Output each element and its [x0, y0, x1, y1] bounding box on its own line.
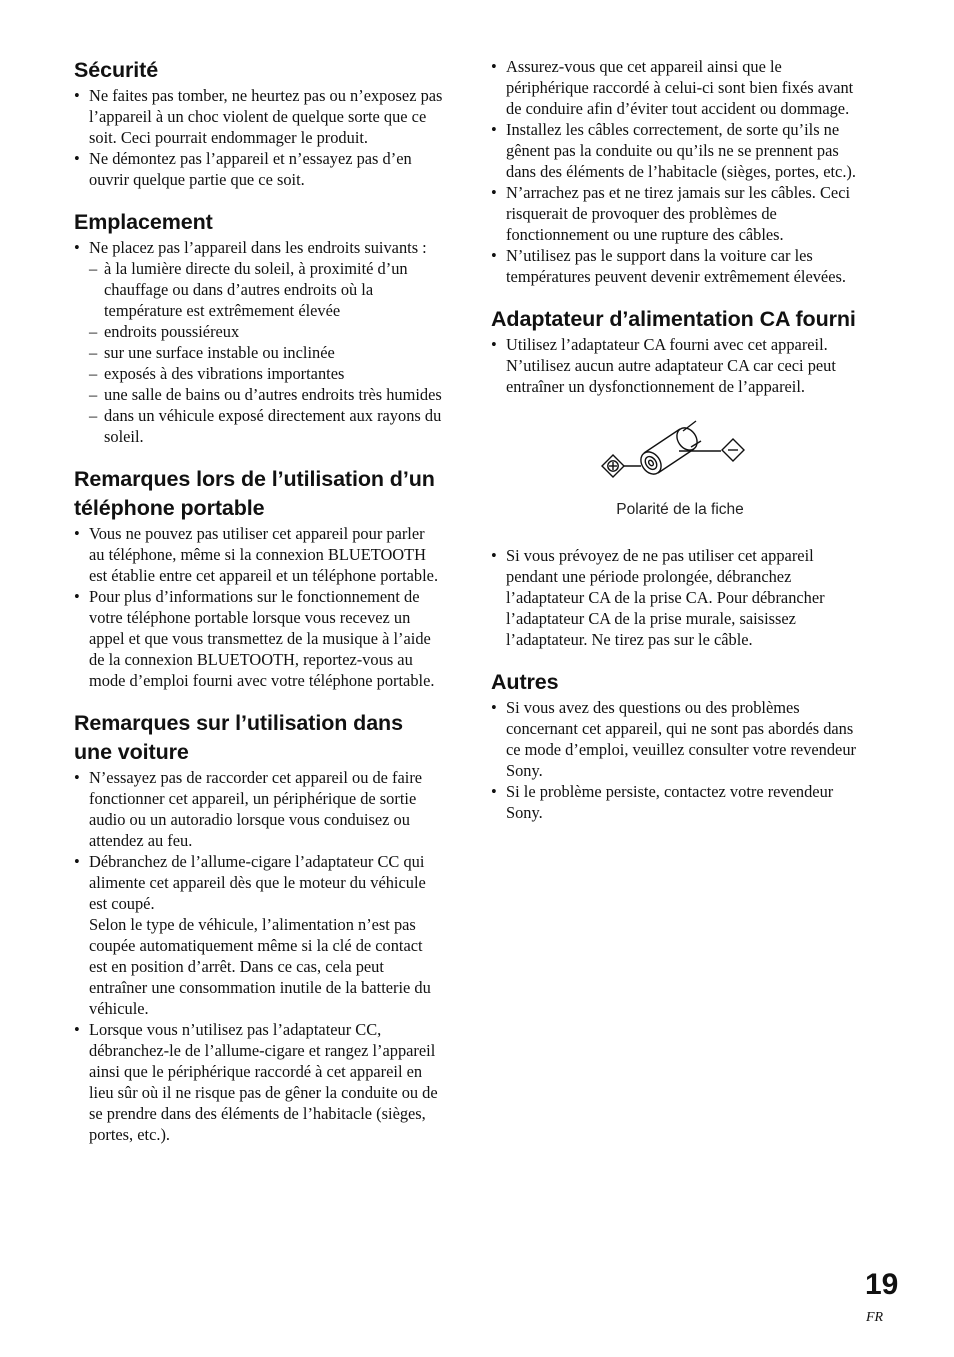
right-column	[491, 56, 863, 841]
bullet-list	[74, 767, 444, 1145]
list-item	[74, 851, 444, 1019]
list-item-extra-text: Selon le type de véhicule, l’alimentation n’est pas coupée automatiquement même si la clé de contact est en position d’arrêt. Dans ce cas, cela peut entraîner une consommation inutile de la batterie du véhicule.	[89, 915, 431, 1018]
bullet-list	[74, 85, 444, 190]
section-title: Adaptateur d’alimentation CA fourni	[491, 307, 856, 331]
bullet-list	[491, 56, 863, 287]
section-title: Autres	[491, 670, 559, 694]
dash-item: – une salle de bains ou d’autres endroits très humides	[89, 384, 444, 405]
list-item-text: • Ne placez pas l’appareil dans les endroits suivants :	[89, 238, 427, 257]
page-number: 19	[865, 1268, 899, 1301]
list-item: • Installez les câbles correctement, de sorte qu’ils ne gênent pas la conduite ou qu’ils ne se prennent pas dans des éléments de l’habitacle (sièges, portes, etc.).	[491, 119, 863, 182]
list-item: • N’essayez pas de raccorder cet appareil ou de faire fonctionner cet appareil, un périphérique de sortie audio ou un autoradio lorsque vous conduisez ou attendez au feu.	[74, 767, 444, 851]
list-item: • N’arrachez pas et ne tirez jamais sur les câbles. Ceci risquerait de provoquer des problèmes de fonctionnement ou une rupture des câbles.	[491, 182, 863, 245]
plug-polarity-icon	[597, 415, 757, 487]
page-language: FR	[866, 1310, 884, 1325]
dash-item: – exposés à des vibrations importantes	[89, 363, 444, 384]
section-adaptateur	[491, 305, 863, 650]
list-item: • Si vous avez des questions ou des problèmes concernant cet appareil, qui ne sont pas abordés dans ce mode d’emploi, veuillez consulter votre revendeur Sony.	[491, 697, 863, 781]
list-item: • Assurez-vous que cet appareil ainsi que le périphérique raccordé à celui-ci sont bien fixés avant de conduire afin d’éviter tout accident ou dommage.	[491, 56, 863, 119]
section-voiture	[74, 709, 444, 1145]
list-item: • Ne démontez pas l’appareil et n’essayez pas d’en ouvrir quelque partie que ce soit.	[74, 148, 444, 190]
dash-item: – à la lumière directe du soleil, à proximité d’un chauffage ou dans d’autres endroits où la température est extrêmement élevée	[89, 258, 444, 321]
section-voiture-continued	[491, 56, 863, 287]
list-item: • Si le problème persiste, contactez votre revendeur Sony.	[491, 781, 863, 823]
section-emplacement	[74, 208, 444, 447]
list-item: • N’utilisez pas le support dans la voiture car les températures peuvent devenir extrêmement élevées.	[491, 245, 863, 287]
list-item: • Lorsque vous n’utilisez pas l’adaptateur CC, débranchez-le de l’allume-cigare et rangez l’appareil ainsi que le périphérique raccordé à cet appareil en lieu sûr où il ne risque pas de gêner la conduite ou de se prendre dans des éléments de l’habitacle (sièges, portes, etc.).	[74, 1019, 444, 1145]
plug-polarity-figure	[491, 415, 863, 519]
dash-item: – dans un véhicule exposé directement aux rayons du soleil.	[89, 405, 444, 447]
list-item: • Ne faites pas tomber, ne heurtez pas ou n’exposez pas l’appareil à un choc violent de quelque sorte que ce soit. Ceci pourrait endommager le produit.	[74, 85, 444, 148]
list-item	[74, 237, 444, 447]
figure-caption: Polarité de la fiche	[616, 501, 744, 518]
list-item: • Vous ne pouvez pas utiliser cet appareil pour parler au téléphone, même si la connexion BLUETOOTH est établie entre cet appareil et un téléphone portable.	[74, 523, 444, 586]
section-title: Sécurité	[74, 58, 159, 82]
section-title: Remarques lors de l’utilisation d’un téléphone portable	[74, 467, 435, 520]
dash-list	[89, 258, 444, 447]
section-securite	[74, 56, 444, 190]
list-item: • Utilisez l’adaptateur CA fourni avec cet appareil. N’utilisez aucun autre adaptateur CA car ceci peut entraîner un dysfonctionnement de l’appareil.	[491, 334, 863, 397]
left-column	[74, 56, 444, 1163]
list-item: • Pour plus d’informations sur le fonctionnement de votre téléphone portable lorsque vous recevez un appel et que vous transmettez de la musique à l’aide de la connexion BLUETOOTH, reportez-vous au mode d’emploi fourni avec votre téléphone portable.	[74, 586, 444, 691]
section-autres	[491, 668, 863, 823]
section-title: Emplacement	[74, 210, 213, 234]
list-item: • Si vous prévoyez de ne pas utiliser cet appareil pendant une période prolongée, débranchez l’adaptateur CA de la prise CA. Pour débrancher l’adaptateur CA de la prise murale, saisissez l’adaptateur. Ne tirez pas sur le câble.	[491, 545, 863, 650]
bullet-list	[74, 523, 444, 691]
dash-item: – endroits poussiéreux	[89, 321, 444, 342]
section-title: Remarques sur l’utilisation dans une voiture	[74, 711, 403, 764]
bullet-list	[491, 334, 863, 397]
section-telephone	[74, 465, 444, 691]
bullet-list	[74, 237, 444, 447]
list-item-text: • Débranchez de l’allume-cigare l’adaptateur CC qui alimente cet appareil dès que le moteur du véhicule est coupé.	[89, 852, 426, 913]
dash-item: – sur une surface instable ou inclinée	[89, 342, 444, 363]
bullet-list	[491, 545, 863, 650]
bullet-list	[491, 697, 863, 823]
